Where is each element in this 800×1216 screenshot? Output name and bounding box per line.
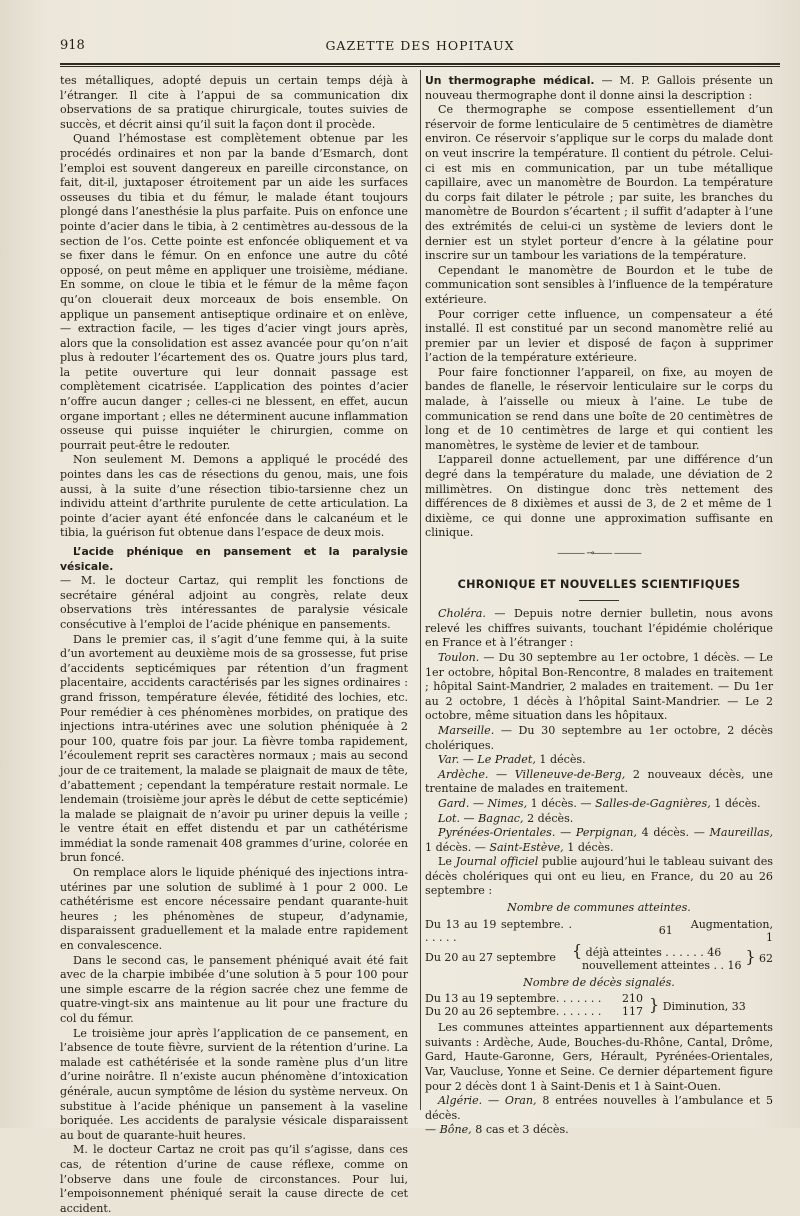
table-row: Du 13 au 19 septembre. . . . . . . 210 } Diminution, 33 [425, 992, 746, 1014]
paragraph: Gard. — Nimes, 1 décès. — Salles-de-Gagnières, 1 décès. [438, 796, 761, 810]
communes-table [425, 918, 773, 972]
paragraph: Lot. — Bagnac, 2 décès. [438, 811, 574, 825]
running-title: GAZETTE DES HOPITAUX [325, 38, 515, 53]
paragraph: On remplace alors le liquide phéniqué des injections intra-utérines par une solution de sublimé à 1 pour 2 000. Le cathétérisme est encore nécessaire pendant quarante-huit heures ; les phénomènes de stupeur, d’adynamie, disparaissent graduellement et la malade entre rapidement en convalescence. [60, 866, 408, 953]
section-title: Un thermographe médical. [425, 74, 595, 87]
ornament-divider: ——— ⊸—— ——— [557, 548, 641, 559]
paragraph: Le troisième jour après l’application de ce pansement, en l’absence de toute fièvre, survient de la rétention d’urine. La malade est cathétérisée et la sonde ramène plus d’un litre d’urine noirâtre. Il n’existe aucun phénomène d’intoxication générale, aucun symptôme de lésion du système nerveux. On substitue à l’acide phénique un pansement à la vaseline boriquée. Les accidents de paralysie vésicale disparaissent au bout de quarante-huit heures. [60, 1026, 408, 1142]
table-heading: Nombre de communes atteintes. [507, 901, 691, 915]
page-number: 918 [60, 38, 85, 53]
paragraph: Non seulement M. Demons a appliqué le procédé des pointes dans les cas de résections du genou, mais, une fois aussi, à la suite d’une résection tibio-tarsienne chez un individu atteint d’arthrite purulente de cette articulation. La pointe d’acier ayant été enfoncée dans le calcanéum et le tibia, la guérison fut obtenue dans l’espace de deux mois. [60, 453, 408, 540]
paragraph: Cependant le manomètre de Bourdon et le tube de communication sont sensibles à l’influence de la température extérieure. [425, 263, 773, 306]
paragraph: L’appareil donne actuellement, par une différence d’un degré dans la température du malade, une déviation de 2 millimètres. On distingue donc très nettement des différences de 8 dixièmes et aussi de 3, de 2 et même de 1 dixième, ce qui donne une approximation suffisante en clinique. [425, 453, 773, 540]
deaths-table [425, 992, 773, 1018]
paragraph: Les communes atteintes appartiennent aux départements suivants : Ardèche, Aude, Bouches-du-Rhône, Cantal, Drôme, Gard, Haute-Garonne, Gers, Hérault, Pyrénées-Orientales, Var, Vaucluse, Yonne et Seine. Ce dernier département figure pour 2 décès dont 1 à Saint-Denis et 1 à Saint-Ouen. [425, 1021, 773, 1093]
page-header [60, 38, 780, 60]
paragraph: Le Journal officiel publie aujourd’hui le tableau suivant des décès cholériques qui ont eu lieu, en France, du 20 au 26 septembre : [425, 855, 773, 898]
left-column [60, 74, 408, 1216]
paragraph: — M. le docteur Cartaz, qui remplit les fonctions de secrétaire général adjoint au congrès, relate deux observations très intéressantes de paralysie vésicale consécutive à l’emploi de l’acide phénique en pansements. [60, 574, 408, 631]
table-row: Du 20 au 27 septembre { déjà atteintes . . . . . . 46 } 62 [425, 940, 773, 967]
paragraph: Var. — Le Pradet, 1 décès. [438, 753, 586, 767]
paragraph: M. le docteur Cartaz ne croit pas qu’il s’agisse, dans ces cas, de rétention d’urine de cause réflexe, comme on l’observe dans une foule de circonstances. Pour lui, l’empoisonnement phéniqué serait la cause directe de cet accident. [60, 1143, 408, 1215]
paragraph: Choléra. — Depuis notre dernier bulletin, nous avons relevé les chiffres suivants, touchant l’épidémie cholérique en France et à l’étranger : [425, 607, 773, 650]
paragraph: Ardèche. — Villeneuve-de-Berg, 2 nouveaux décès, une trentaine de malades en traitement. [425, 767, 773, 796]
paragraph: — Bône, 8 cas et 3 décès. [425, 1123, 569, 1137]
column-divider [420, 70, 421, 1110]
table-row: nouvellement atteintes . . 16 [581, 958, 742, 972]
right-column [425, 74, 773, 1138]
header-rule [60, 63, 780, 67]
chronicle-title: CHRONIQUE ET NOUVELLES SCIENTIFIQUES [457, 577, 741, 591]
paragraph: Quand l’hémostase est complètement obtenue par les procédés ordinaires et non par la bande d’Esmarch, dont l’emploi est souvent dangereux en pareille circonstance, on fait, dit-il, juxtaposer étroitement par un aide les surfaces osseuses du tibia et du fémur, le malade étant toujours plongé dans l’anesthésie la plus parfaite. Puis on enfonce une pointe d’acier dans le tibia, à 2 centimètres au-dessous de la section de l’os. Cette pointe est enfoncée obliquement et va se fixer dans le fémur. On en enfonce une autre du côté opposé, on peut même en appliquer une troisième, médiane. En somme, on cloue le tibia et le fémur de la même façon qu’on clouerait deux morceaux de bois ensemble. On applique un pansement antiseptique ordinaire et on enlève, — extraction facile, — les tiges d’acier vingt jours après, alors que la consolidation est assez avancée pour qu’on n’ait plus à redouter l’écartement des os. Quatre jours plus tard, la petite ouverture qui leur donnait passage est complètement cicatrisée. L’application des pointes d’acier n’offre aucun danger ; celles-ci ne blessent, en effet, aucun organe important ; elles ne déterminent aucune inflammation osseuse qui puisse inquiéter le chirurgien, comme on pourrait peut-être le redouter. [60, 132, 408, 452]
paragraph: Pour faire fonctionner l’appareil, on fixe, au moyen de bandes de flanelle, le réservoir lenticulaire sur le corps du malade, à l’aisselle ou mieux à l’aine. Le tube de communication se rend dans une boîte de 20 centimètres de long et de 10 centimètres de large et qui contient les manomètres, le système de levier et de tambour. [425, 365, 773, 452]
paragraph: Un thermographe médical. — M. P. Gallois présente un nouveau thermographe dont il donne ainsi la description : [425, 74, 773, 102]
table-heading: Nombre de décès signalés. [523, 975, 675, 989]
table-row: Du 20 au 26 septembre. . . . . . . 117 [425, 1005, 643, 1019]
paragraph: Ce thermographe se compose essentiellement d’un réservoir de forme lenticulaire de 5 centimètres de diamètre environ. Ce réservoir s’applique sur le corps du malade dont on veut inscrire la température. Il contient du pétrole. Celui-ci est mis en communication, par un tube métallique capillaire, avec un manomètre de Bourdon. La température du corps fait dilater le pétrole ; par suite, les branches du manomètre de Bourdon s’écartent ; il suffit d’adapter à l’une des extrémités de celui-ci un système de leviers dont le dernier est un stylet porteur d’encre à la gélatine pour inscrire sur un tambour les variations de la température. [425, 103, 773, 263]
paragraph: Dans le second cas, le pansement phéniqué avait été fait avec de la charpie imbibée d’une solution à 5 pour 100 pour une simple escarre de la région sacrée chez une femme de quatre-vingt-six ans maintenue au lit pour une fracture du col du fémur. [60, 953, 408, 1025]
paragraph: Dans le premier cas, il s’agit d’une femme qui, à la suite d’un avortement au deuxième mois de sa grossesse, fut prise d’accidents septicémiques par rétention d’un fragment placentaire, accidents caractérisés par les signes ordinaires : grand frisson, température élevée, fétidité des lochies, etc. Pour remédier à ces phénomènes morbides, on pratique des injections intra-utérines avec une solution phéniquée à 2 pour 100, quatre fois par jour. La fièvre tomba rapidement, l’écoulement reprit ses caractères normaux ; mais au second jour de ce traitement, la malade se plaignait de maux de tête, d’abattement ; cependant la température restait normale. Le lendemain (troisième jour après le début de cette septicémie) la malade se plaignait de n’avoir pu uriner depuis la veille ; le ventre était en effet distendu et par un cathétérisme immédiat la sonde ramenait 408 grammes d’urine, colorée en brun foncé. [60, 632, 408, 865]
paragraph: Pour corriger cette influence, un compensateur a été installé. Il est constitué par un second manomètre relié au premier par un levier et disposé de façon à supprimer l’action de la température extérieure. [425, 307, 773, 365]
paragraph: tes métalliques, adopté depuis un certain temps déjà à l’étranger. Il cite à l’appui de sa communication dix observations de sa pratique chirurgicale, toutes suivies de succès, et décrit ainsi qu’il suit la façon dont il procède. [60, 74, 408, 131]
paragraph: Algérie. — Oran, 8 entrées nouvelles à l’ambulance et 5 décès. [425, 1094, 773, 1122]
paragraph: Toulon. — Du 30 septembre au 1er octobre, 1 décès. — Le 1er octobre, hôpital Bon-Rencontre, 8 malades en traitement ; hôpital Saint-Mandrier, 2 malades en traitement. — Du 1er au 2 octobre, 1 décès à l’hôpital Saint-Mandrier. — Le 2 octobre, même situation dans les hôpitaux. [425, 650, 773, 723]
table-row: Du 13 au 19 septembre. . . . . . . 61 Augmentation, 1 [425, 917, 773, 944]
paragraph: Marseille. — Du 30 septembre au 1er octobre, 2 décès cholériques. [425, 723, 773, 752]
short-rule [579, 600, 619, 601]
paragraph: Pyrénées-Orientales. — Perpignan, 4 décès. — Maureillas, 1 décès. — Saint-Estève, 1 décès. [425, 826, 773, 854]
section-title: L’acide phénique en pansement et la paralysie vésicale. [60, 545, 408, 573]
